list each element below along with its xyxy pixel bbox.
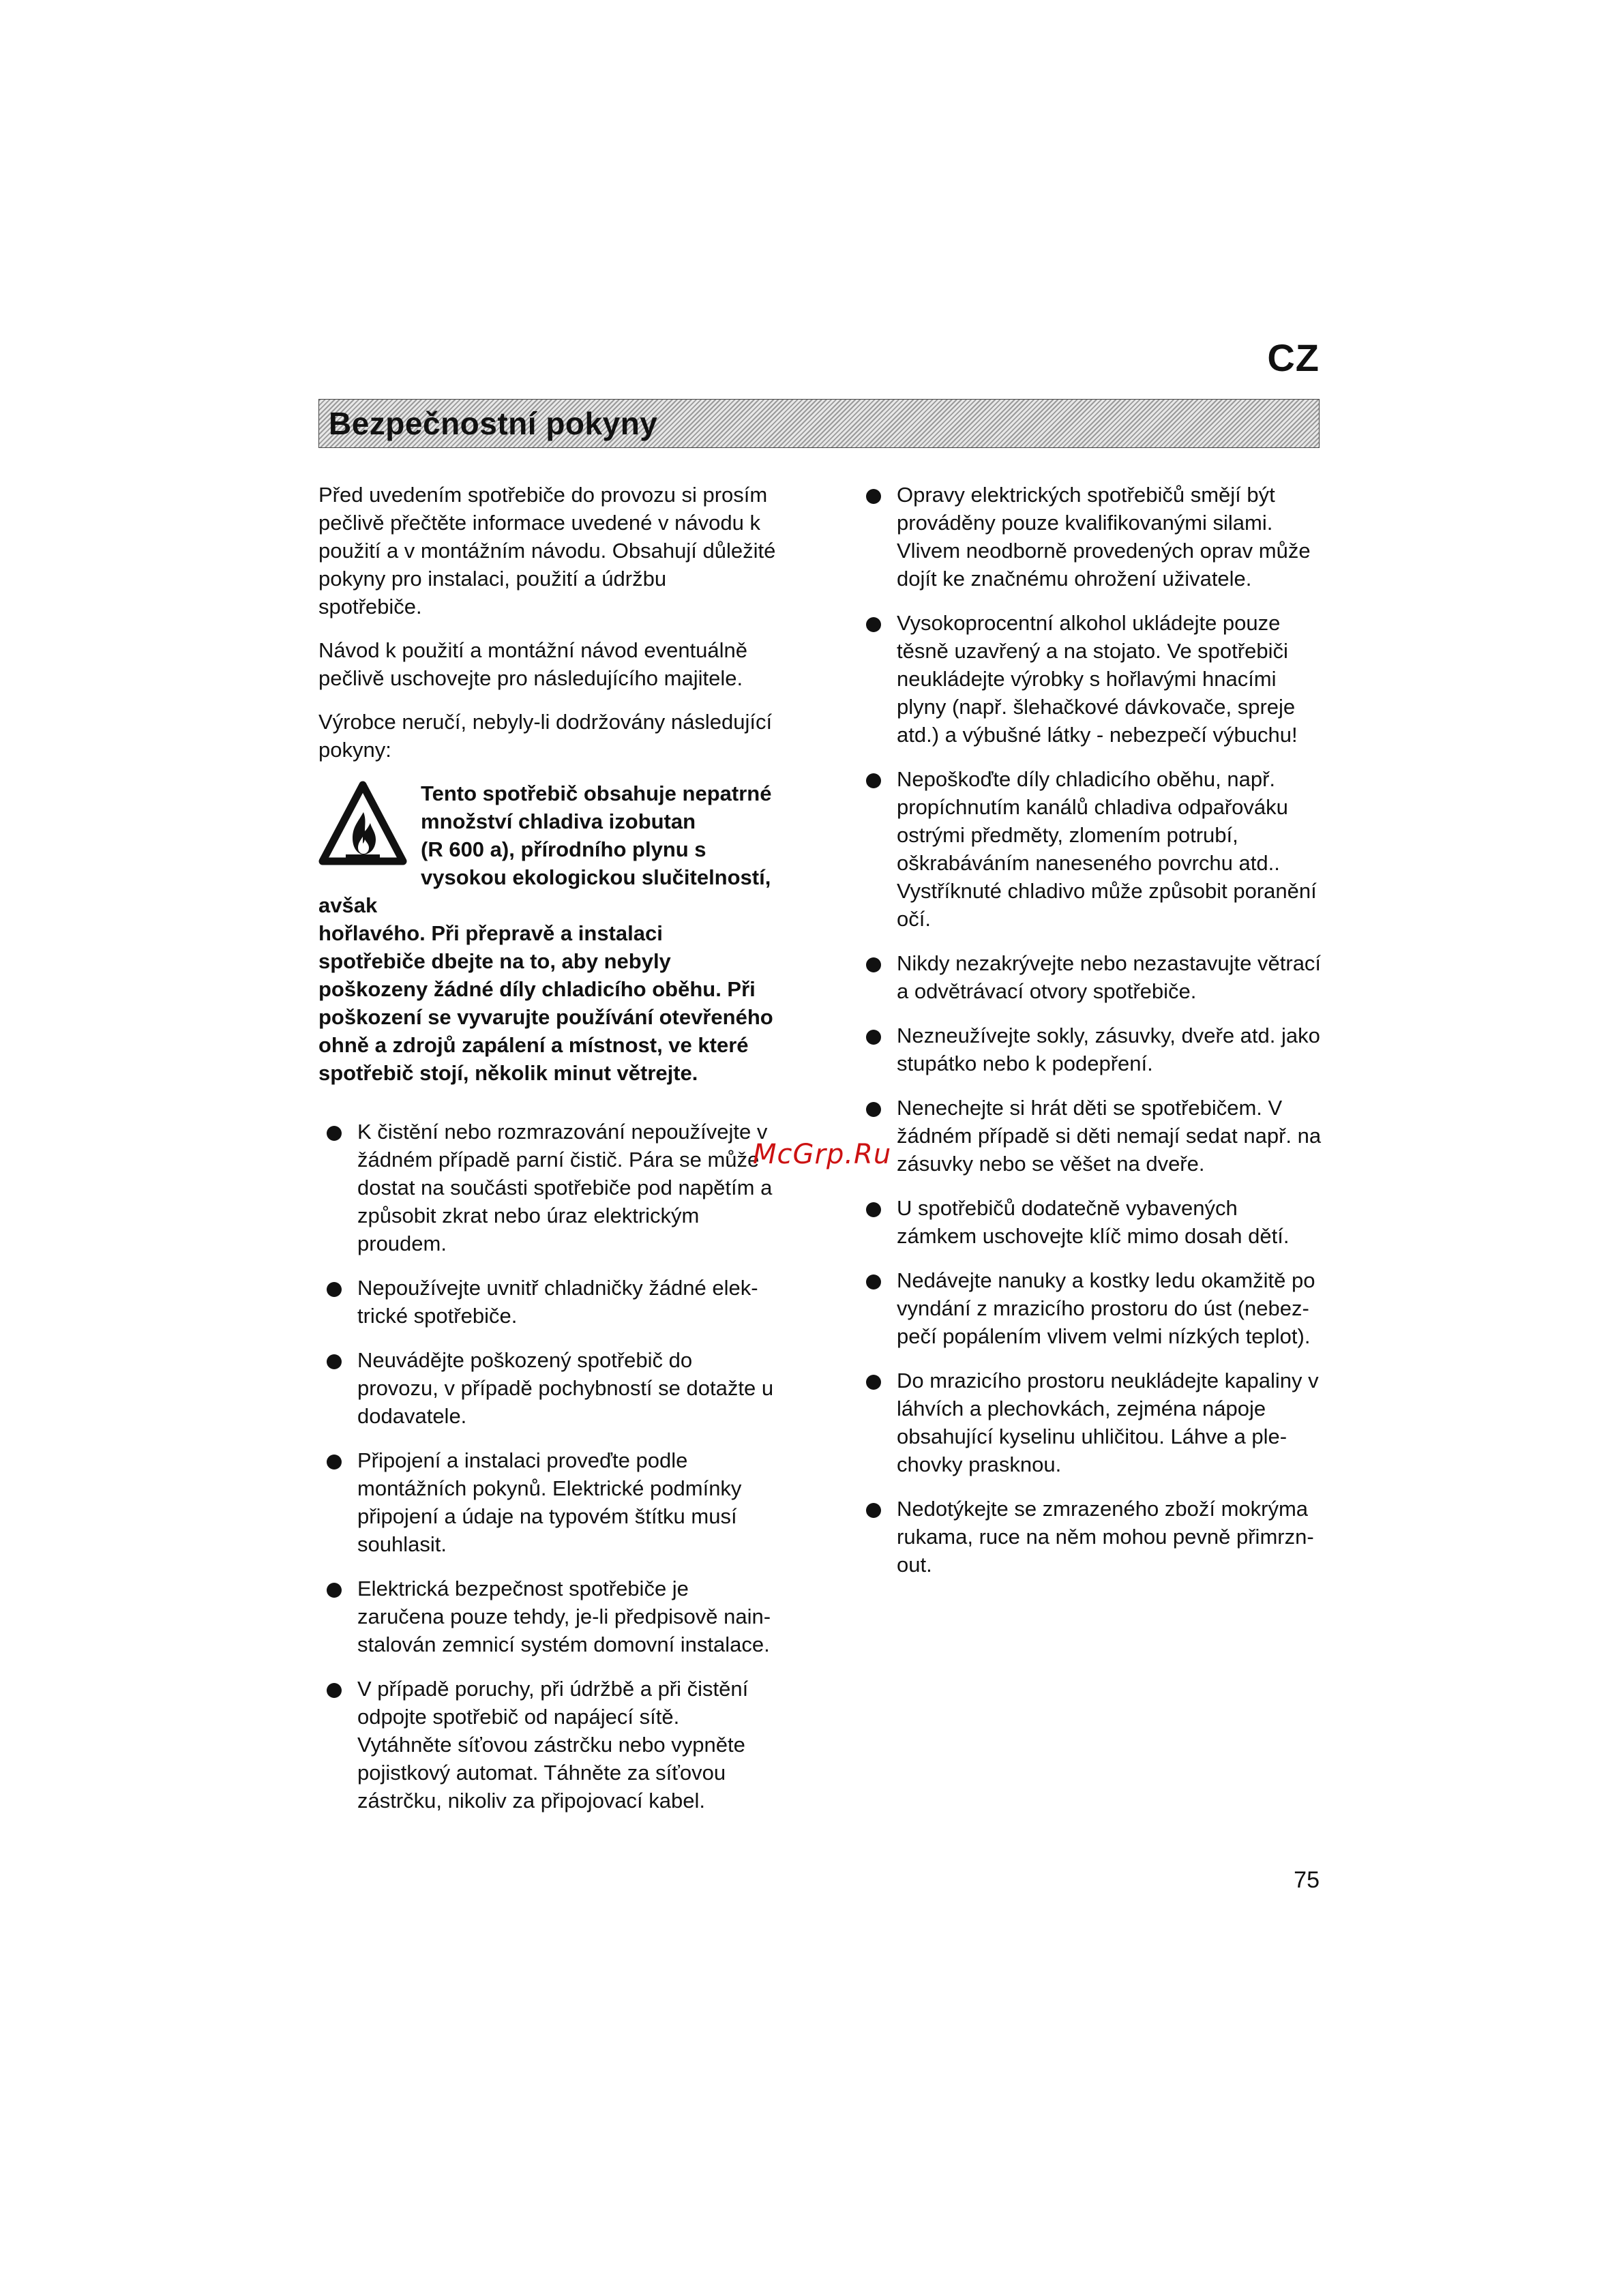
bullet-icon [866,1030,881,1045]
bullet-icon [327,1583,342,1598]
list-item [318,1118,796,1257]
bullet-icon [327,1683,342,1698]
list-item-text: Nedotýkejte se zmrazeného zboží mokrýma rukama, ruce na něm mohou pevně přimrzn- out. [897,1497,1314,1577]
bullet-icon [866,1375,881,1390]
left-column [318,481,796,1831]
list-item [858,1094,1335,1178]
list-item-text: Nepoužívejte uvnitř chladničky žádné elek- trické spotřebiče. [357,1276,758,1328]
list-item [858,949,1335,1005]
list-item-text: U spotřebičů dodatečně vybavených zámkem uschovejte klíč mimo dosah dětí. [897,1196,1290,1248]
right-column [858,481,1335,1595]
flammable-warning [318,779,796,1087]
list-item-text: Nedávejte nanuky a kostky ledu okamžitě po vyndání z mrazicího prostoru do úst (nebez- pečí popálením vlivem velmi nízkých teplot). [897,1268,1315,1348]
bullet-icon [866,1102,881,1117]
list-item-text: Nezneužívejte sokly, zásuvky, dveře atd. jako stupátko nebo k podepření. [897,1024,1320,1075]
bullet-icon [866,773,881,788]
list-item-text: Připojení a instalaci proveďte podle montážních pokynů. Elektrické podmínky připojení a údaje na typovém štítku musí souhlasit. [357,1448,742,1556]
bullet-icon [866,1202,881,1217]
list-item [858,1266,1335,1350]
list-item [318,1446,796,1558]
flammable-warning-icon [318,779,407,875]
safety-list-left [318,1118,796,1815]
list-item [318,1346,796,1430]
bullet-icon [866,1274,881,1289]
bullet-icon [327,1354,342,1369]
bullet-icon [866,1503,881,1518]
bullet-icon [327,1126,342,1141]
intro-paragraph: Výrobce neručí, nebyly-li dodržovány následující pokyny: [318,710,773,762]
page-number: 75 [1294,1867,1320,1893]
bullet-icon [866,489,881,504]
list-item [858,1194,1335,1250]
list-item-text: Opravy elektrických spotřebičů smějí být prováděny pouze kvalifikovanými silami. Vlivem neodborně provedených oprav může dojít ke značnému ohrožení uživatele. [897,483,1311,591]
bullet-icon [866,617,881,632]
list-item [318,1575,796,1658]
list-item-text: Vysokoprocentní alkohol ukládejte pouze těsně uzavřený a na stojato. Ve spotřebiči neukládejte výrobky s hořlavými hnacími plyny (např. šlehačkové dávkovače, spreje atd.) a výbušné látky - nebezpečí výbuchu! [897,611,1298,747]
list-item-text: Nepoškoďte díly chladicího oběhu, např. propíchnutím kanálů chladiva odpařováku ostrými předměty, zlomením potrubí, oškrabáváním naneseného povrchu atd.. Vystříknuté chladivo může způsobit poranění očí. [897,767,1317,931]
list-item [858,1495,1335,1579]
language-code: CZ [1267,336,1320,379]
list-item [318,1274,796,1330]
list-item [858,765,1335,933]
bullet-icon [327,1455,342,1470]
safety-list-right [858,481,1335,1579]
bullet-icon [327,1282,342,1297]
watermark: McGrp.Ru [753,1139,892,1170]
list-item [858,481,1335,593]
list-item [858,609,1335,749]
bullet-icon [866,957,881,972]
list-item-text: Neuvádějte poškozený spotřebič do provozu, v případě pochybností se dotažte u dodavatele. [357,1348,774,1428]
intro-paragraph: Před uvedením spotřebiče do provozu si prosím pečlivě přečtěte informace uvedené v návodu k použití a v montážním návodu. Obsahují důležité pokyny pro instalaci, použití a údržbu spotřebiče. [318,483,776,618]
list-item [318,1675,796,1815]
list-item-text: K čistění nebo rozmrazování nepoužívejte v žádném případě parní čistič. Pára se může dostat na součásti spotřebiče pod napětím a způsobit zkrat nebo úraz elektrickým proudem. [357,1120,773,1255]
list-item-text: V případě poruchy, při údržbě a při čistění odpojte spotřebič od napájecí sítě. Vytáhněte síťovou zástrčku nebo vypněte pojistkový automat. Táhněte za síťovou zástrčku, nikoliv za připojovací kabel. [357,1677,749,1813]
list-item [858,1367,1335,1478]
list-item-text: Nenechejte si hrát děti se spotřebičem. V žádném případě si děti nemají sedat např. na zásuvky nebo se věšet na dveře. [897,1096,1322,1176]
warning-text: Tento spotřebič obsahuje nepatrné množství chladiva izobutan (R 600 a), přírodního plynu s vysokou ekologickou slučitelností, avšak hořlavého. Při přepravě a instalaci spotřebiče dbejte na to, aby nebyly poškozeny žádné díly chladicího oběhu. Při poškození se vyvarujte používání otevřeného ohně a zdrojů zapálení a místnost, ve které spotřebič stojí, několik minut větrejte. [318,781,773,1085]
list-item [858,1022,1335,1077]
list-item-text: Nikdy nezakrývejte nebo nezastavujte větrací a odvětrávací otvory spotřebiče. [897,951,1322,1003]
list-item-text: Elektrická bezpečnost spotřebiče je zaručena pouze tehdy, je-li předpisově nain- stalován zemnicí systém domovní instalace. [357,1577,771,1656]
section-title-bar [318,399,1320,448]
list-item-text: Do mrazicího prostoru neukládejte kapaliny v láhvích a plechovkách, zejména nápoje obsahující kyselinu uhličitou. Láhve a ple- chovky prasknou. [897,1369,1319,1476]
section-title: Bezpečnostní pokyny [329,406,658,441]
intro-paragraph: Návod k použití a montážní návod eventuálně pečlivě uschovejte pro následujícího majitele. [318,638,748,690]
